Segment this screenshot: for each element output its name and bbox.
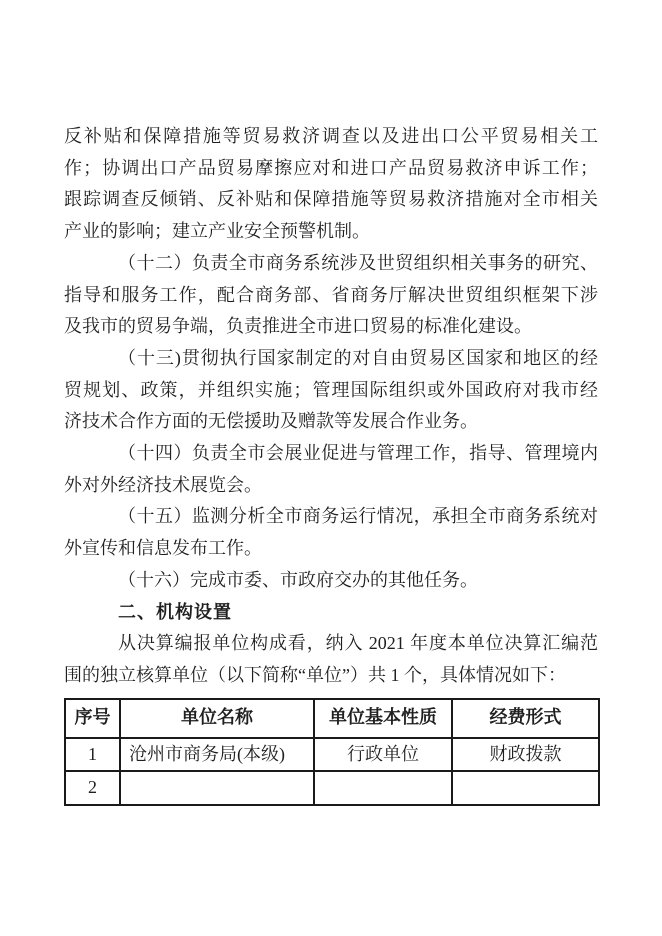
body-line: 外宣传和信息发布工作。 <box>64 538 262 559</box>
section-heading: 二、机构设置 <box>118 601 232 622</box>
table-header-serial: 序号 <box>65 699 120 738</box>
body-line: 外对外经济技术展览会。 <box>64 474 262 495</box>
table-row <box>65 771 599 805</box>
body-line: 反补贴和保障措施等贸易救济调查以及进出口公平贸易相关工 <box>64 126 598 146</box>
table-row <box>65 738 599 772</box>
body-line: 指导和服务工作，配合商务部、省商务厅解决世贸组织框架下涉 <box>64 284 598 305</box>
body-line: （十四）负责全市会展业促进与管理工作，指导、管理境内 <box>118 443 598 464</box>
document-content <box>64 121 598 806</box>
body-line: 济技术合作方面的无偿援助及赠款等发展合作业务。 <box>64 411 478 432</box>
table-header-row <box>65 699 599 738</box>
cell-funding: 财政拨款 <box>452 738 599 772</box>
cell-serial: 1 <box>65 738 120 772</box>
units-table <box>64 698 600 806</box>
body-line: （十三)贯彻执行国家制定的对自由贸易区国家和地区的经 <box>118 347 598 368</box>
table-header-unit-name: 单位名称 <box>120 699 314 738</box>
body-line: （十二）负责全市商务系统涉及世贸组织相关事务的研究、 <box>118 252 598 273</box>
cell-nature <box>314 771 452 805</box>
body-line: 从决算编报单位构成看，纳入 2021 年度本单位决算汇编范 <box>118 633 598 654</box>
cell-unit-name <box>120 771 314 805</box>
table-header-funding: 经费形式 <box>452 699 599 738</box>
body-line: 跟踪调查反倾销、反补贴和保障措施等贸易救济措施对全市相关 <box>64 189 598 210</box>
table-header-nature: 单位基本性质 <box>314 699 452 738</box>
body-line: 贸规划、政策，并组织实施；管理国际组织或外国政府对我市经 <box>64 379 598 400</box>
cell-serial: 2 <box>65 771 120 805</box>
body-line: 作；协调出口产品贸易摩擦应对和进口产品贸易救济申诉工作； <box>64 157 598 178</box>
body-line: 及我市的贸易争端，负责推进全市进口贸易的标准化建设。 <box>64 316 532 337</box>
cell-unit-name: 沧州市商务局(本级) <box>120 738 314 772</box>
body-line: 围的独立核算单位（以下简称“单位”）共 1 个，具体情况如下： <box>64 664 566 685</box>
cell-funding <box>452 771 599 805</box>
cell-nature: 行政单位 <box>314 738 452 772</box>
body-line: 产业的影响；建立产业安全预警机制。 <box>64 221 370 242</box>
body-line: （十五）监测分析全市商务运行情况，承担全市商务系统对 <box>118 506 598 527</box>
body-line: （十六）完成市委、市政府交办的其他任务。 <box>118 569 478 590</box>
